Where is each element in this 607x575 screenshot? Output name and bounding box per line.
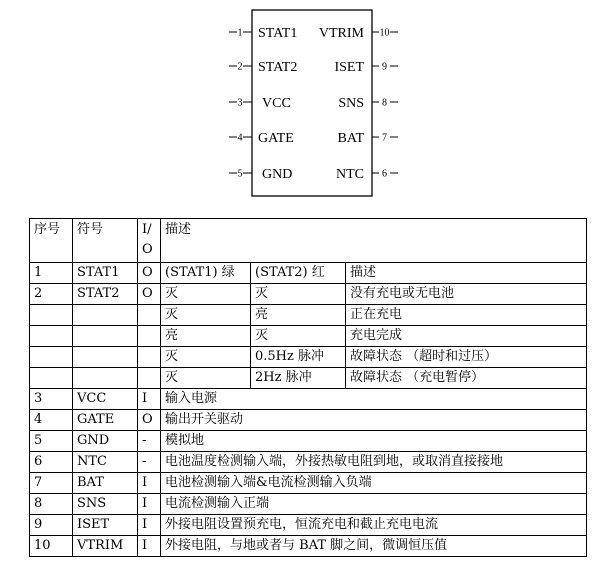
pin-label: SNS: [338, 96, 364, 111]
cell-symbol: BAT: [73, 473, 138, 494]
cell-symbol: VCC: [73, 389, 138, 410]
table-row: [30, 284, 587, 305]
cell-stat2: 0.5Hz 脉冲: [251, 347, 346, 368]
pin-number: 6: [382, 168, 387, 180]
pin-number: 5: [237, 168, 243, 180]
chip-pinout-diagram: [0, 0, 607, 205]
cell-desc: 故障状态 （超时和过压）: [346, 347, 587, 368]
cell-no: [30, 368, 73, 389]
cell-desc: 模拟地: [161, 431, 587, 452]
pin-label: NTC: [336, 167, 364, 182]
cell-io: [138, 368, 161, 389]
cell-no: 5: [30, 431, 73, 452]
cell-no: 4: [30, 410, 73, 431]
pin-number: 9: [382, 61, 387, 73]
table-row: [30, 410, 587, 431]
cell-symbol: [73, 305, 138, 326]
cell-symbol: GATE: [73, 410, 138, 431]
cell-io: I: [138, 494, 161, 515]
header-no: 序号: [30, 219, 73, 263]
cell-stat1: (STAT1) 绿: [161, 263, 251, 284]
cell-io: [138, 326, 161, 347]
pin-number: 1: [237, 27, 243, 39]
cell-no: 8: [30, 494, 73, 515]
cell-symbol: [73, 347, 138, 368]
pin-number: 4: [237, 132, 243, 144]
pin-label: VTRIM: [318, 26, 364, 41]
cell-symbol: STAT2: [73, 284, 138, 305]
cell-stat2: 灭: [251, 326, 346, 347]
cell-symbol: VTRIM: [73, 536, 138, 557]
cell-desc: 输入电源: [161, 389, 587, 410]
cell-io: [138, 305, 161, 326]
cell-io: O: [138, 284, 161, 305]
cell-symbol: SNS: [73, 494, 138, 515]
table-row: [30, 452, 587, 473]
pin-label: ISET: [334, 60, 364, 75]
table-row: [30, 305, 587, 326]
cell-desc: 故障状态 （充电暂停）: [346, 368, 587, 389]
cell-no: [30, 326, 73, 347]
cell-stat1: 灭: [161, 305, 251, 326]
pin-label: STAT1: [258, 26, 298, 41]
cell-stat1: 灭: [161, 347, 251, 368]
cell-stat2: (STAT2) 红: [251, 263, 346, 284]
table-row: [30, 494, 587, 515]
cell-io: [138, 347, 161, 368]
cell-io: I: [138, 536, 161, 557]
table-row: [30, 473, 587, 494]
cell-io: I: [138, 389, 161, 410]
cell-stat2: 亮: [251, 305, 346, 326]
pin-number: 2: [237, 61, 243, 73]
cell-stat1: 灭: [161, 368, 251, 389]
cell-no: 7: [30, 473, 73, 494]
pin-label: VCC: [262, 96, 291, 111]
table-row: [30, 347, 587, 368]
table-row: [30, 536, 587, 557]
cell-desc: 电池温度检测输入端，外接热敏电阻到地，或取消直接接地: [161, 452, 587, 473]
cell-io: I: [138, 473, 161, 494]
cell-io: -: [138, 452, 161, 473]
pin-number: 8: [382, 97, 387, 109]
pin-label: GATE: [258, 131, 294, 146]
cell-stat2: 2Hz 脉冲: [251, 368, 346, 389]
cell-stat1: 亮: [161, 326, 251, 347]
table-header-row: [30, 219, 587, 263]
table-row: [30, 326, 587, 347]
cell-no: 9: [30, 515, 73, 536]
cell-symbol: GND: [73, 431, 138, 452]
pin-number: 10: [379, 27, 390, 39]
cell-symbol: [73, 368, 138, 389]
cell-no: 10: [30, 536, 73, 557]
table-row: [30, 431, 587, 452]
cell-desc: 电流检测输入正端: [161, 494, 587, 515]
cell-desc: 没有充电或无电池: [346, 284, 587, 305]
pin-label: STAT2: [258, 60, 298, 75]
cell-no: 1: [30, 263, 73, 284]
pin-number: 7: [382, 132, 387, 144]
cell-no: [30, 305, 73, 326]
header-desc: 描述: [161, 219, 587, 263]
cell-symbol: NTC: [73, 452, 138, 473]
cell-io: O: [138, 410, 161, 431]
cell-io: O: [138, 263, 161, 284]
table-row: [30, 368, 587, 389]
cell-symbol: ISET: [73, 515, 138, 536]
pin-label: GND: [262, 167, 293, 182]
header-io-line2: O: [142, 242, 153, 257]
table-row: [30, 515, 587, 536]
cell-stat1: 灭: [161, 284, 251, 305]
cell-desc: 外接电阻，与地或者与 BAT 脚之间，微调恒压值: [161, 536, 587, 557]
cell-desc: 输出开关驱动: [161, 410, 587, 431]
cell-no: [30, 347, 73, 368]
cell-desc: 电池检测输入端&电流检测输入负端: [161, 473, 587, 494]
cell-desc: 描述: [346, 263, 587, 284]
cell-io: I: [138, 515, 161, 536]
cell-no: 2: [30, 284, 73, 305]
cell-no: 6: [30, 452, 73, 473]
cell-symbol: [73, 326, 138, 347]
cell-desc: 正在充电: [346, 305, 587, 326]
pin-description-table: [29, 218, 587, 557]
table-row: [30, 263, 587, 284]
header-io-line1: I/: [142, 222, 152, 237]
cell-no: 3: [30, 389, 73, 410]
header-symbol: 符号: [73, 219, 138, 263]
header-io: [138, 219, 161, 263]
pin-label: BAT: [337, 131, 364, 146]
cell-symbol: STAT1: [73, 263, 138, 284]
table-row: [30, 389, 587, 410]
cell-desc: 外接电阻设置预充电，恒流充电和截止充电电流: [161, 515, 587, 536]
cell-io: -: [138, 431, 161, 452]
pin-number: 3: [237, 97, 243, 109]
cell-desc: 充电完成: [346, 326, 587, 347]
cell-stat2: 灭: [251, 284, 346, 305]
